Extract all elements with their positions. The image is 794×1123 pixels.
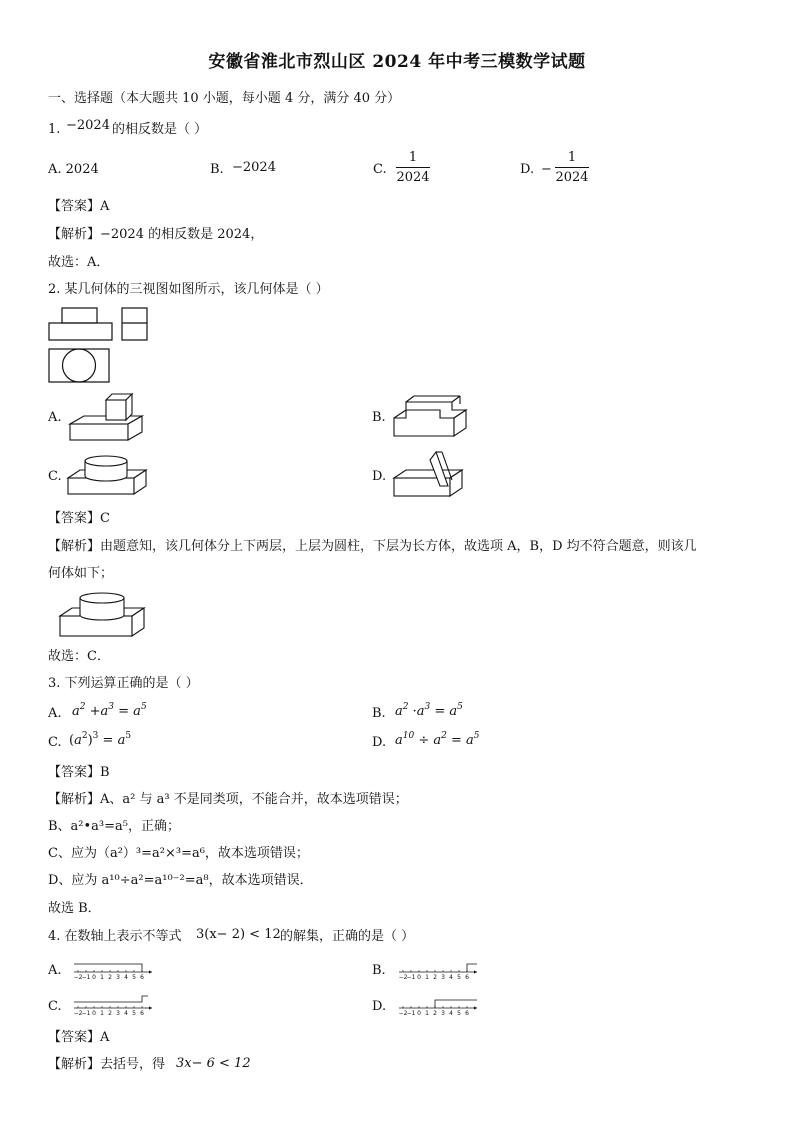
numberline-tick-label: −2 <box>398 974 408 981</box>
numberline-tick-label: 3 <box>441 1010 445 1017</box>
numberline-tick-label: 1 <box>100 974 104 981</box>
numberline-tick-label: −1 <box>81 974 91 981</box>
q4-option-b-numberline <box>397 958 481 980</box>
numberline-tick-label: −2 <box>73 974 83 981</box>
q4-option-c-label: C. <box>48 999 62 1014</box>
q4-option-b-label: B. <box>372 963 386 978</box>
q3-analysis-b: B、a²•a³=a⁵，正确； <box>48 819 180 834</box>
q1-answer: 【答案】A <box>48 199 110 214</box>
numberline-arrow <box>149 1006 152 1009</box>
numberline-tick-label: 6 <box>465 974 469 981</box>
numberline-tick-label: 1 <box>425 1010 429 1017</box>
numberline-tick-label: 4 <box>124 974 128 981</box>
q3-answer: 【答案】B <box>48 765 110 780</box>
q2-solution-figure <box>56 588 156 640</box>
q4-answer: 【答案】A <box>48 1030 110 1045</box>
q3-choice: 故选 B． <box>48 901 101 916</box>
numberline-tick-label: 0 <box>92 1010 96 1017</box>
solution-set-marker <box>74 964 142 972</box>
q1-option-d-label: D. <box>520 162 535 177</box>
numberline-tick-label: 2 <box>108 974 112 981</box>
numberline-tick-label: 2 <box>433 1010 437 1017</box>
q1-option-d-sign: − <box>541 162 552 177</box>
q1-option-b-label: B. <box>210 162 224 177</box>
q2-choice: 故选：C． <box>48 649 110 664</box>
q1-option-d-denominator: 2024 <box>555 170 589 185</box>
q2-answer: 【答案】C <box>48 511 110 526</box>
numberline-tick-label: 0 <box>417 974 421 981</box>
q3-analysis-a: 【解析】A、a² 与 a³ 不是同类项，不能合并，故本选项错误； <box>48 792 408 807</box>
numberline-tick-label: 5 <box>132 974 136 981</box>
q3-option-b-expression: $a^2 \cdot a^3 = a^5$ <box>395 702 463 719</box>
page-title: 安徽省淮北市烈山区 2024 年中考三模数学试题 <box>208 52 586 72</box>
numberline-tick-label: 2 <box>433 974 437 981</box>
q3-option-c-label: C. <box>48 735 62 750</box>
numberline-tick-label: −2 <box>73 1010 83 1017</box>
q1-option-c-fraction <box>396 150 430 185</box>
q4-option-a-numberline <box>72 958 156 980</box>
numberline-tick-label: 4 <box>124 1010 128 1017</box>
q2-option-c-figure <box>64 452 150 498</box>
q4-inequality: 3(x− 2) < 12 <box>196 927 281 942</box>
numberline-tick-label: −1 <box>81 1010 91 1017</box>
numberline-tick-label: 4 <box>449 1010 453 1017</box>
q1-option-c-label: C. <box>373 162 387 177</box>
q3-option-a-label: A. <box>48 706 62 721</box>
q2-analysis-line2: 何体如下； <box>48 566 114 581</box>
numberline-arrow <box>474 1006 477 1009</box>
q1-stem: 的相反数是（ ） <box>112 122 208 137</box>
q4-option-c-numberline <box>72 994 156 1016</box>
q2-option-b-figure <box>392 392 472 442</box>
q2-option-c-label: C. <box>48 469 62 484</box>
numberline-tick-label: 6 <box>140 1010 144 1017</box>
q4-analysis-prefix: 【解析】去括号，得 <box>48 1057 166 1072</box>
q3-option-b-label: B. <box>372 706 386 721</box>
q3-analysis-d: D、应为 a¹⁰÷a²=a¹⁰⁻²=a⁸，故本选项错误． <box>48 873 313 888</box>
section-heading: 一、选择题（本大题共 10 小题，每小题 4 分，满分 40 分） <box>48 91 401 106</box>
q1-option-c-numerator: 1 <box>408 150 418 165</box>
q3-analysis-c: C、应为（a²）³=a²×³=a⁶，故本选项错误； <box>48 846 309 861</box>
q2-option-d-label: D. <box>372 469 387 484</box>
q1-analysis: 【解析】−2024 的相反数是 2024， <box>48 227 264 242</box>
numberline-tick-label: 5 <box>457 974 461 981</box>
q4-stem-prefix: 4. 在数轴上表示不等式 <box>48 929 182 944</box>
numberline-tick-label: 1 <box>100 1010 104 1017</box>
numberline-arrow <box>149 970 152 973</box>
numberline-tick-label: −1 <box>406 1010 416 1017</box>
q1-option-d-fraction <box>555 150 589 185</box>
q3-option-d-label: D. <box>372 735 387 750</box>
numberline-tick-label: 6 <box>465 1010 469 1017</box>
q3-stem: 3. 下列运算正确的是（ ） <box>48 676 199 691</box>
q4-option-d-label: D. <box>372 999 387 1014</box>
numberline-tick-label: 0 <box>417 1010 421 1017</box>
numberline-tick-label: 0 <box>92 974 96 981</box>
numberline-tick-label: 5 <box>132 1010 136 1017</box>
q2-option-a-label: A. <box>48 410 62 425</box>
q1-number: 1. <box>48 122 61 137</box>
q4-option-d-numberline <box>397 994 481 1016</box>
numberline-arrow <box>474 970 477 973</box>
q1-expression: −2024 <box>66 118 110 133</box>
q2-analysis-line1: 【解析】由题意知，该几何体分上下两层，上层为圆柱，下层为长方体，故选项 A，B，D 均不符合题意，则该几 <box>48 539 697 554</box>
numberline-tick-label: 5 <box>457 1010 461 1017</box>
q1-choice: 故选：A． <box>48 255 110 270</box>
q4-option-a-label: A. <box>48 963 62 978</box>
q1-option-a: A. 2024 <box>48 162 99 177</box>
numberline-tick-label: 2 <box>108 1010 112 1017</box>
q2-option-d-figure <box>390 448 466 502</box>
solution-set-marker <box>435 1000 477 1008</box>
numberline-tick-label: −1 <box>406 974 416 981</box>
numberline-tick-label: 1 <box>425 974 429 981</box>
q2-option-b-label: B. <box>372 410 386 425</box>
q1-option-b: −2024 <box>232 160 276 175</box>
numberline-tick-label: 3 <box>116 974 120 981</box>
numberline-tick-label: 3 <box>441 974 445 981</box>
numberline-tick-label: 3 <box>116 1010 120 1017</box>
numberline-tick-label: −2 <box>398 1010 408 1017</box>
q4-stem-suffix: 的解集，正确的是（ ） <box>280 929 415 944</box>
q1-option-d-numerator: 1 <box>567 150 577 165</box>
q3-option-d-expression: $a^{10} \div a^2 = a^5$ <box>395 731 480 748</box>
numberline-tick-label: 6 <box>140 974 144 981</box>
q3-option-a-expression: $a^2 +a^3 = a^5$ <box>72 702 147 719</box>
q3-option-c-expression: $(a^2)^3 = a^5$ <box>69 731 132 748</box>
solution-set-marker <box>467 964 477 972</box>
q2-option-a-figure <box>66 388 146 444</box>
q2-three-view-diagram <box>46 305 156 385</box>
q2-stem: 2. 某几何体的三视图如图所示，该几何体是（ ） <box>48 282 329 297</box>
q1-option-c-denominator: 2024 <box>396 170 430 185</box>
q4-analysis-expression: 3x− 6 < 12 <box>176 1056 251 1071</box>
solution-set-marker <box>74 996 148 1002</box>
numberline-tick-label: 4 <box>449 974 453 981</box>
